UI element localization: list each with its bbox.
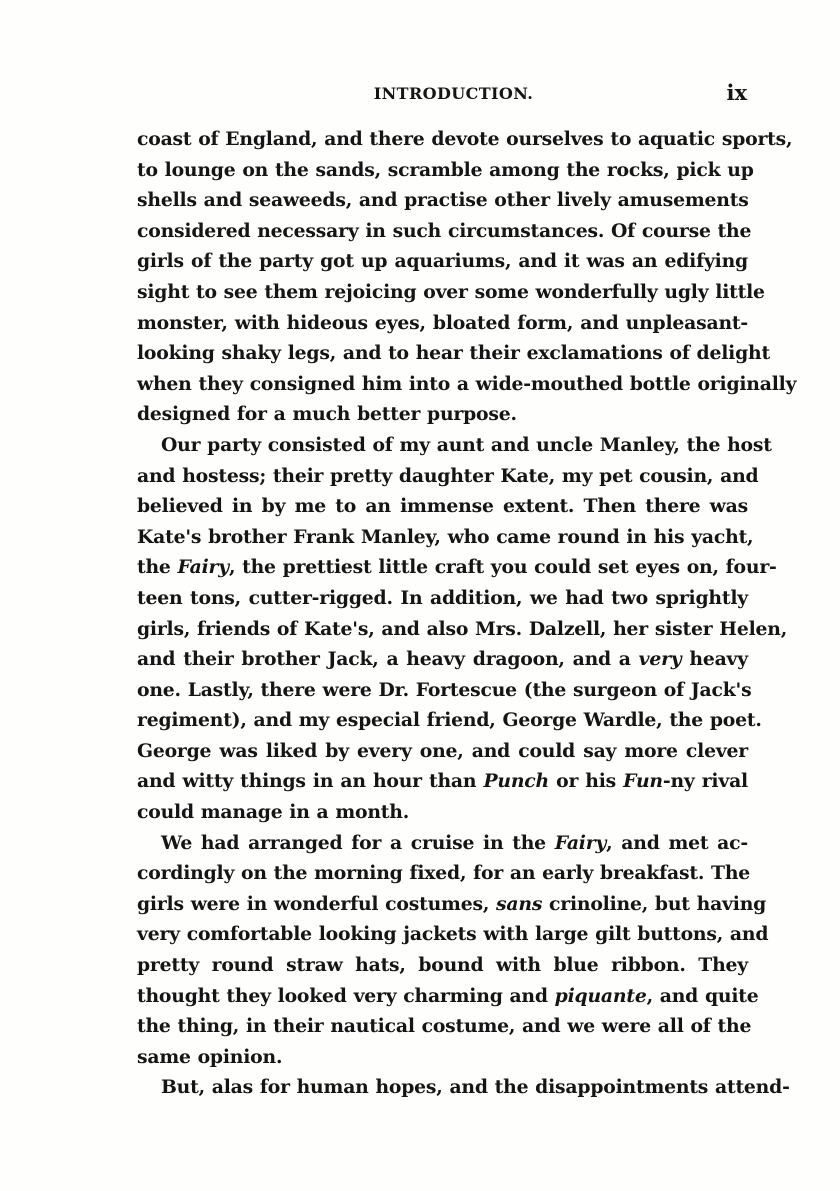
paragraph [137, 430, 788, 828]
text-segment: , the prettiest little craft you could set eyes on, four- [228, 556, 777, 579]
body-text [137, 124, 797, 1103]
text-line [137, 246, 748, 277]
text-line [137, 828, 748, 859]
text-line [137, 858, 751, 889]
text-line [137, 399, 748, 430]
text-line [137, 430, 772, 461]
text-segment: the [137, 556, 178, 579]
running-header [137, 80, 750, 110]
text-line [137, 950, 748, 981]
text-segment: heavy [681, 648, 748, 671]
text-segment: monster, with hideous eyes, bloated form, and unpleasant- [137, 311, 748, 334]
text-line [137, 614, 788, 645]
text-line [137, 644, 748, 675]
text-segment: when they consigned him into a wide-mouthed bottle originally [137, 372, 797, 395]
italic-text: sans [496, 892, 543, 915]
text-segment: crinoline, but having [542, 892, 767, 915]
text-line [137, 369, 797, 400]
italic-text: Punch [483, 770, 549, 793]
page-number: ix [726, 80, 747, 105]
text-segment: believed in by me to an immense extent. Then there was [137, 495, 748, 518]
text-segment: girls, friends of Kate's, and also Mrs. Dalzell, her sister Helen, [137, 617, 788, 640]
text-segment: coast of England, and there devote ourselves to aquatic sports, [137, 128, 793, 150]
text-line [137, 522, 754, 553]
running-title: INTRODUCTION. [373, 84, 534, 103]
text-segment: very comfortable looking jackets with large gilt buttons, and [137, 923, 769, 946]
text-segment: looking shaky legs, and to hear their exclamations of delight [137, 342, 770, 365]
text-segment: -ny rival [662, 770, 748, 793]
paragraph [137, 1072, 790, 1103]
italic-text: very [638, 648, 682, 671]
text-segment: regiment), and my especial friend, George Wardle, the poet. [137, 709, 762, 732]
text-segment: , and quite [646, 984, 759, 1007]
text-line [137, 461, 759, 492]
text-segment: We had arranged for a cruise in the [161, 831, 555, 854]
text-line [137, 736, 748, 767]
text-segment: designed for a much better purpose. [137, 403, 517, 426]
text-line [137, 675, 752, 706]
text-line [137, 185, 748, 216]
text-line [137, 1072, 790, 1103]
text-line [137, 705, 762, 736]
text-line [137, 216, 752, 247]
italic-text: Fun [623, 770, 663, 793]
text-segment: and witty things in an hour than [137, 770, 484, 793]
text-segment: girls of the party got up aquariums, and it was an edifying [137, 250, 748, 273]
text-segment: same opinion. [137, 1045, 283, 1068]
text-segment: to lounge on the sands, scramble among the rocks, pick up [137, 158, 754, 181]
text-segment: or his [549, 770, 624, 793]
text-line [137, 277, 765, 308]
text-segment: cordingly on the morning fixed, for an early breakfast. The [137, 862, 751, 885]
text-line [137, 981, 759, 1012]
text-segment: and their brother Jack, a heavy dragoon, and a [137, 648, 639, 671]
text-segment: George was liked by every one, and could say more clever [137, 739, 748, 762]
text-segment: sight to see them rejoicing over some wonderfully ugly little [137, 280, 765, 303]
paragraph [137, 124, 797, 430]
text-line [137, 919, 769, 950]
text-line [137, 1042, 748, 1073]
text-line [137, 766, 748, 797]
italic-text: piquante [554, 984, 647, 1007]
text-segment: But, alas for human hopes, and the disappointments attend- [161, 1076, 790, 1099]
text-segment: shells and seaweeds, and practise other lively amusements [137, 189, 749, 212]
text-line [137, 889, 767, 920]
text-segment: and hostess; their pretty daughter Kate, my pet cousin, and [137, 464, 759, 487]
text-segment: teen tons, cutter-rigged. In addition, we had two sprightly [137, 586, 748, 609]
text-line [137, 155, 754, 186]
text-segment: pretty round straw hats, bound with blue ribbon. They [137, 954, 748, 977]
text-line [137, 124, 793, 155]
text-segment: could manage in a month. [137, 801, 410, 824]
text-line [137, 552, 777, 583]
text-line [137, 1011, 752, 1042]
text-segment: Kate's brother Frank Manley, who came round in his yacht, [137, 525, 754, 548]
text-line [137, 491, 748, 522]
text-line [137, 308, 748, 339]
text-segment: the thing, in their nautical costume, and we were all of the [137, 1015, 752, 1038]
italic-text: Fairy [177, 556, 229, 579]
text-line [137, 338, 770, 369]
text-segment: , and met ac- [606, 831, 748, 854]
text-line [137, 583, 748, 614]
italic-text: Fairy [554, 831, 607, 854]
text-segment: considered necessary in such circumstances. Of course the [137, 219, 752, 242]
text-segment: girls were in wonderful costumes, [137, 892, 497, 915]
text-segment: one. Lastly, there were Dr. Fortescue (the surgeon of Jack's [137, 678, 752, 701]
text-segment: Our party consisted of my aunt and uncle Manley, the host [161, 433, 772, 456]
paragraph [137, 828, 769, 1073]
text-line [137, 797, 748, 828]
text-segment: thought they looked very charming and [137, 984, 555, 1007]
